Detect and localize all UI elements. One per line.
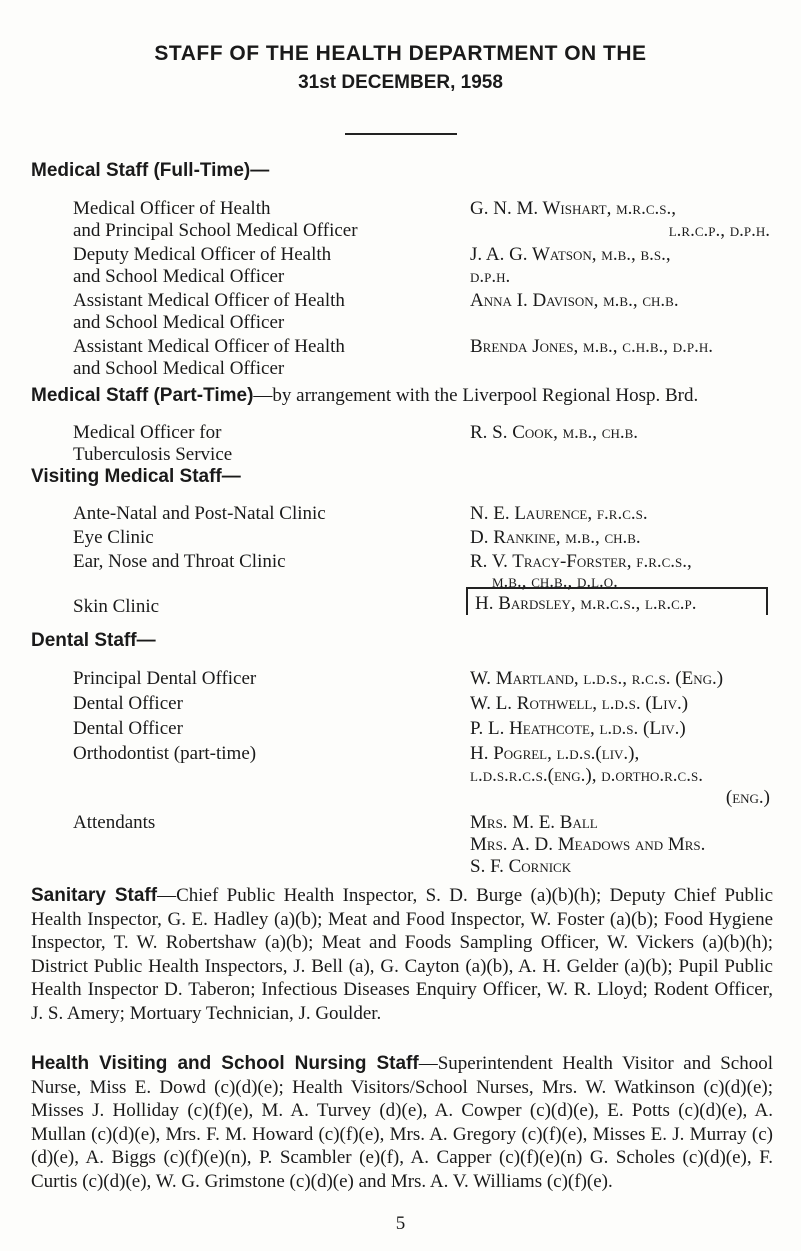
dental-label-3: Dental Officer [73, 718, 183, 739]
dental-heading: Dental Staff— [31, 630, 156, 651]
part-time-label-a: Medical Officer for [73, 422, 222, 443]
visiting-label-5: Skin Clinic [73, 596, 160, 617]
dental-value-2: W. L. Rothwell, l.d.s. (Liv.) [470, 693, 689, 714]
sanitary-paragraph [31, 884, 773, 1025]
sanitary-text: —Chief Public Health Inspector, S. D. Burge (a)(b)(h); Deputy Chief Public Health Inspector, G. E. Hadley (a)(b); Meat and Food Inspector, W. Foster (a)(b); Food Hygiene Inspector, T. W. Robertshaw (a)(b); Meat and Foods Sampling Officer, W. Vickers (a)(b)(h); District Public Health Inspectors, J. Bell (a), G. Cayton (a)(b), A. H. Gelder (a)(b); Pupil Public Health Inspector D. Taberon; Infectious Diseases Enquiry Officer, W. R. Lloyd; Rodent Officer, J. S. Amery; Mortuary Technician, J. Goulder. [31, 885, 773, 1024]
nursing-heading: Health Visiting and School Nursing Staff [31, 1053, 419, 1074]
visiting-label-2: Eye Clinic [73, 527, 154, 548]
dental-value-4c: (eng.) [725, 787, 770, 808]
dental-value-4c-wrap [470, 787, 770, 809]
full-time-value-3: Anna I. Davison, m.b., ch.b. [470, 290, 679, 311]
nursing-text: —Superintendent Health Visitor and School Nurse, Miss E. Dowd (c)(d)(e); Health Visitors/School Nurses, Mrs. W. Watkinson (c)(d)(e); Misses J. Holliday (c)(f)(e), M. A. Turvey (d)(e), A. Cowper (c)(d)(e), E. Potts (c)(d)(e), A. Mullan (c)(d)(e), Mrs. F. M. Howard (c)(f)(e), Mrs. A. Gregory (c)(f)(e), Misses E. J. Murray (c) (d)(e), A. Biggs (c)(f)(e)(n), P. Scambler (e)(f), A. Capper (c)(f)(e)(n) G. Scholes (c)(d)(e), F. Curtis (c)(d)(e), W. G. Grimstone (c)(d)(e) and Mrs. A. V. Williams (c)(f)(e). [31, 1053, 773, 1192]
part-time-heading-rest: —by arrangement with the Liverpool Regional Hosp. Brd. [253, 385, 699, 406]
part-time-value: R. S. Cook, m.b., ch.b. [470, 422, 639, 443]
full-time-value-1b: l.r.c.p., d.p.h. [668, 220, 770, 241]
visiting-value-2: D. Rankine, m.b., ch.b. [470, 527, 641, 548]
full-time-label-4a: Assistant Medical Officer of Health [73, 336, 345, 357]
part-time-label-b: Tuberculosis Service [73, 444, 233, 465]
visiting-heading: Visiting Medical Staff— [31, 466, 241, 487]
visiting-label-3: Ear, Nose and Throat Clinic [73, 551, 286, 572]
dental-value-1: W. Martland, l.d.s., r.c.s. (Eng.) [470, 668, 724, 689]
full-time-label-1a: Medical Officer of Health [73, 198, 271, 219]
dental-value-5: Mrs. M. E. Ball [470, 812, 598, 833]
full-time-value-2a: J. A. G. Watson, m.b., b.s., [470, 244, 671, 265]
dental-label-4: Orthodontist (part-time) [73, 743, 257, 764]
visiting-value-5: H. Bardsley, m.r.c.s., l.r.c.p. [475, 593, 697, 614]
dental-value-3: P. L. Heathcote, l.d.s. (Liv.) [470, 718, 686, 739]
full-time-value-2b: d.p.h. [470, 266, 511, 287]
visiting-label-1: Ante-Natal and Post-Natal Clinic [73, 503, 326, 524]
dental-label-5: Attendants [73, 812, 156, 833]
visiting-value-1: N. E. Laurence, f.r.c.s. [470, 503, 648, 524]
full-time-label-4b: and School Medical Officer [73, 358, 285, 379]
nursing-paragraph [31, 1052, 773, 1193]
full-time-value-1b-wrap [470, 220, 770, 242]
full-time-value-1a: G. N. M. Wishart, m.r.c.s., [470, 198, 676, 219]
divider [345, 133, 457, 135]
full-time-heading: Medical Staff (Full-Time)— [31, 160, 270, 181]
dental-label-2: Dental Officer [73, 693, 183, 714]
part-time-heading-line [31, 385, 698, 407]
full-time-label-2b: and School Medical Officer [73, 266, 285, 287]
page-date: 31st DECEMBER, 1958 [298, 72, 503, 93]
part-time-heading: Medical Staff (Part-Time) [31, 385, 254, 406]
full-time-label-3a: Assistant Medical Officer of Health [73, 290, 345, 311]
full-time-label-3b: and School Medical Officer [73, 312, 285, 333]
full-time-value-4: Brenda Jones, m.b., c.h.b., d.p.h. [470, 336, 714, 357]
visiting-value-3b: m.b., ch.b., d.l.o. [492, 571, 618, 592]
dental-value-4b: l.d.s.r.c.s.(eng.), d.ortho.r.c.s. [470, 765, 703, 786]
full-time-label-2a: Deputy Medical Officer of Health [73, 244, 332, 265]
page-number: 5 [395, 1213, 406, 1234]
dental-label-1: Principal Dental Officer [73, 668, 257, 689]
dental-value-4: H. Pogrel, l.d.s.(liv.), [470, 743, 640, 764]
sanitary-heading: Sanitary Staff [31, 885, 158, 906]
dental-value-5b: Mrs. A. D. Meadows and Mrs. [470, 834, 706, 855]
visiting-value-3: R. V. Tracy-Forster, f.r.c.s., [470, 551, 692, 572]
page-title: STAFF OF THE HEALTH DEPARTMENT ON THE [154, 42, 647, 65]
dental-value-5c: S. F. Cornick [470, 856, 572, 877]
full-time-label-1b: and Principal School Medical Officer [73, 220, 358, 241]
